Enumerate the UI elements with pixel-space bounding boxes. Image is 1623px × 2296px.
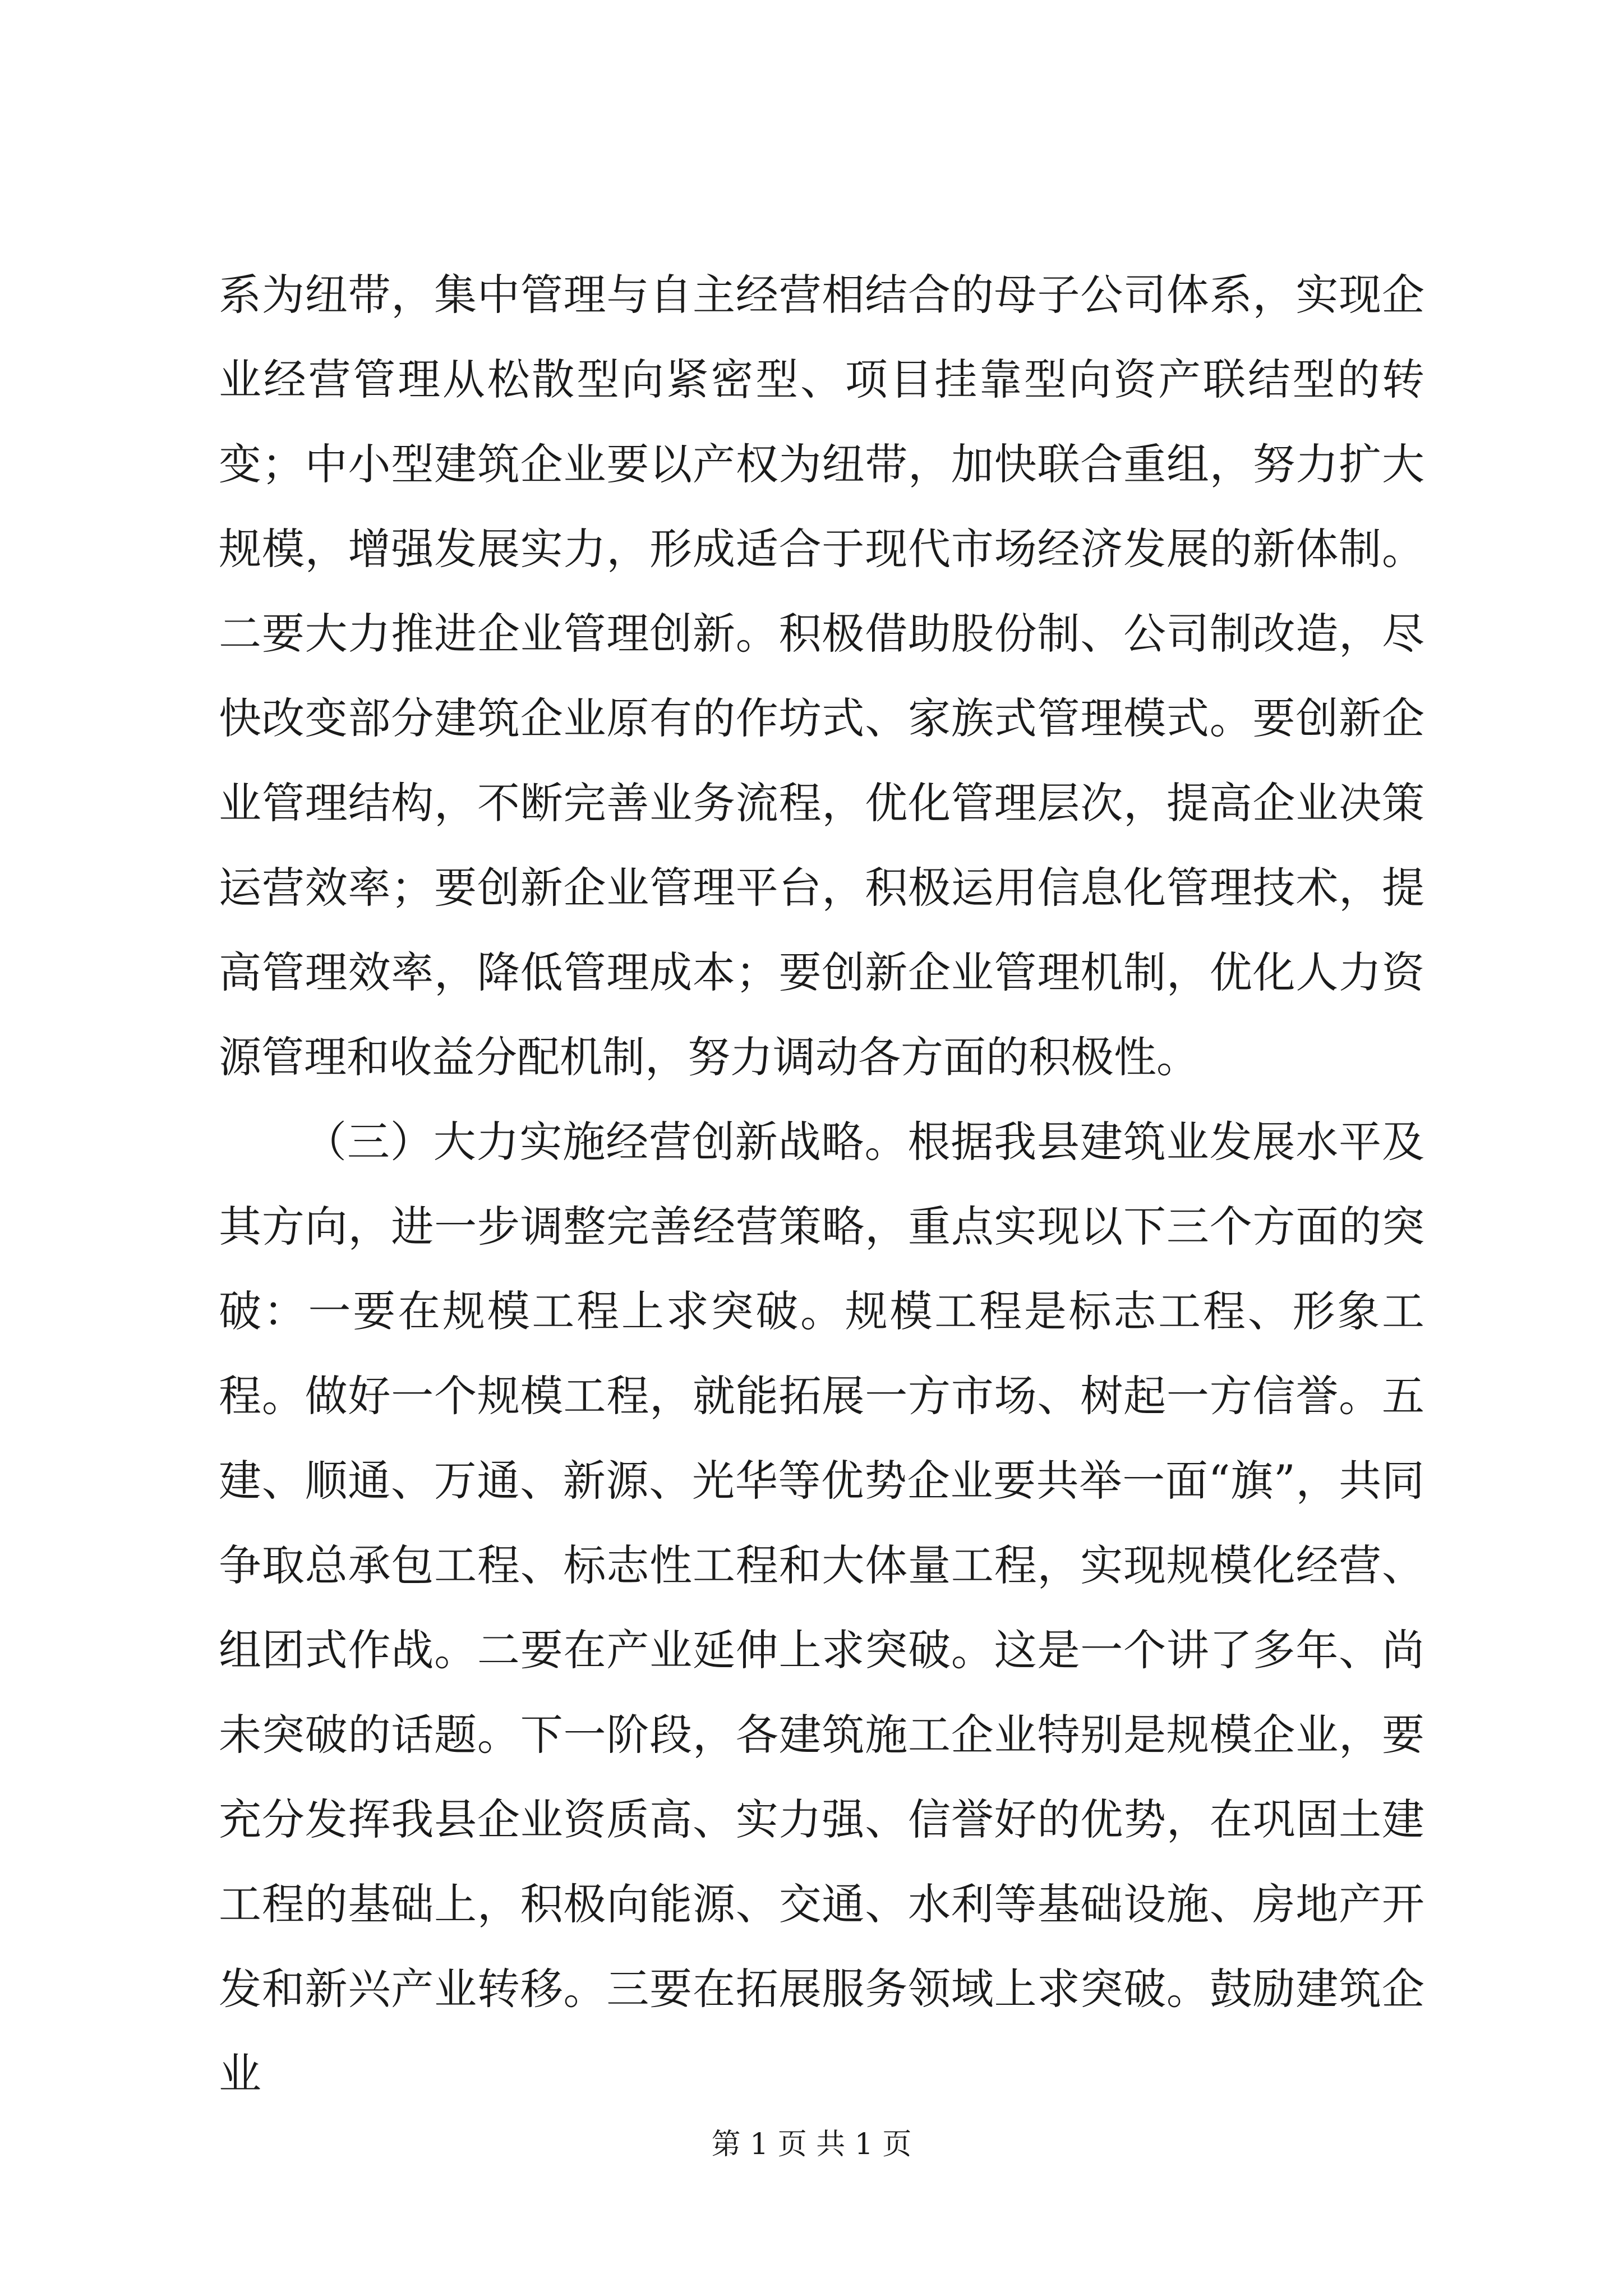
paragraph-section-three: （三）大力实施经营创新战略。根据我县建筑业发展水平及其方向，进一步调整完善经营策略，重点实现以下三个方面的突破：一要在规模工程上求突破。规模工程是标志工程、形象工程。做好一个规模工程，就能拓展一方市场、树起一方信誉。五建、顺通、万通、新源、光华等优势企业要共举一面“旗”，共同争取总承包工程、标志性工程和大体量工程，实现规模化经营、组团式作战。二要在产业延伸上求突破。这是一个讲了多年、尚未突破的话题。下一阶段，各建筑施工企业特别是规模企业，要充分发挥我县企业资质高、实力强、信誉好的优势，在巩固土建工程的基础上，积极向能源、交通、水利等基础设施、房地产开发和新兴产业转移。三要在拓展服务领域上求突破。鼓励建筑企业	[219, 1117, 1424, 2099]
document-body	[219, 252, 1424, 2116]
paragraph-continued: 系为纽带，集中管理与自主经营相结合的母子公司体系，实现企业经营管理从松散型向紧密型、项目挂靠型向资产联结型的转变；中小型建筑企业要以产权为纽带，加快联合重组，努力扩大规模，增强发展实力，形成适合于现代市场经济发展的新体制。二要大力推进企业管理创新。积极借助股份制、公司制改造，尽快改变部分建筑企业原有的作坊式、家族式管理模式。要创新企业管理结构，不断完善业务流程，优化管理层次，提高企业决策运营效率；要创新企业管理平台，积极运用信息化管理技术，提高管理效率，降低管理成本；要创新企业管理机制，优化人力资源管理和收益分配机制，努力调动各方面的积极性。	[219, 270, 1424, 1082]
page-number-footer: 第 1 页 共 1 页	[711, 2128, 912, 2161]
